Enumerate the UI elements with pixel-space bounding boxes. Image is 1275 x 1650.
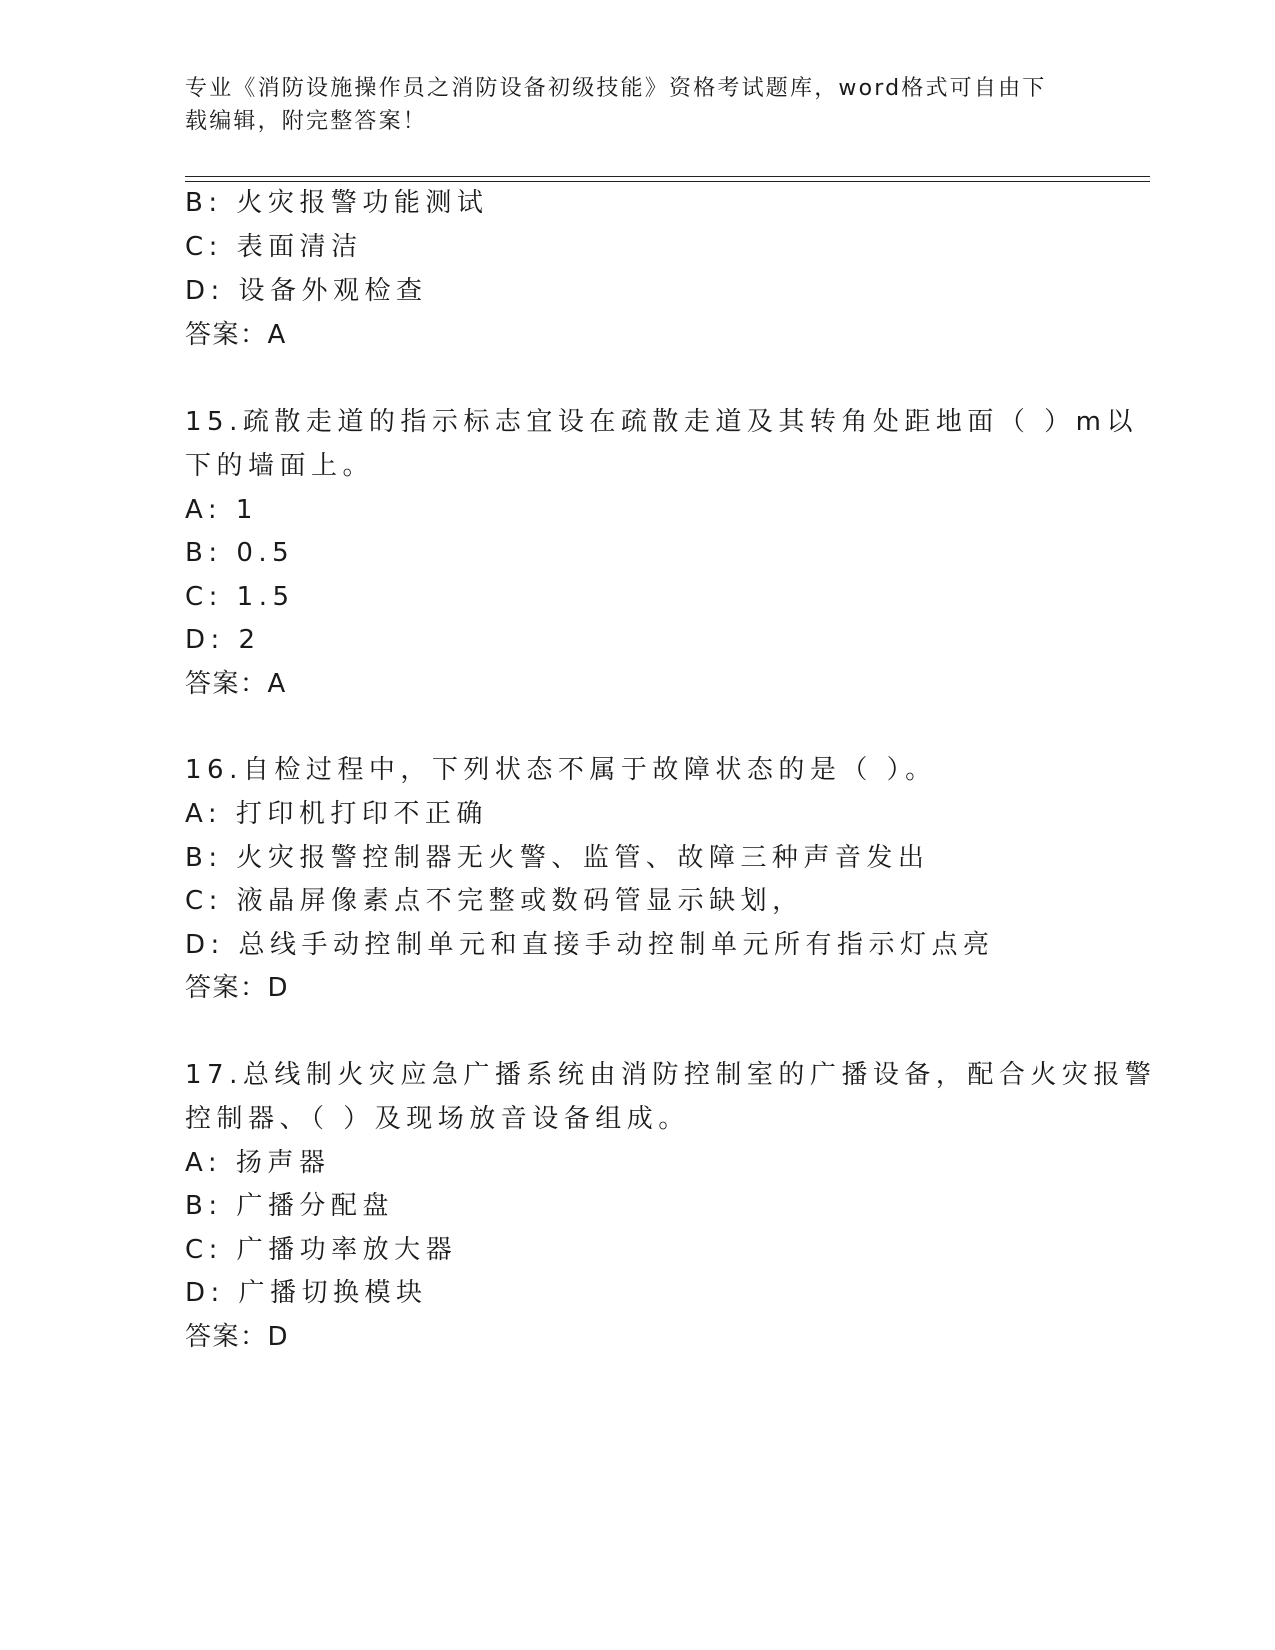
prev-option-d: D: 设备外观检查 [185, 276, 428, 306]
q16-option-d: D: 总线手动控制单元和直接手动控制单元所有指示灯点亮 [185, 930, 995, 960]
q17-option-a: A: 扬声器 [185, 1148, 331, 1178]
prev-option-b: B: 火灾报警功能测试 [185, 188, 489, 218]
q17-stem-line-1: 17.总线制火灾应急广播系统由消防控制室的广播设备，配合火灾报警 [185, 1060, 1157, 1090]
q15-option-c: C: 1.5 [185, 582, 295, 612]
header-divider-top [185, 176, 1150, 177]
prev-answer: 答案：A [185, 320, 287, 350]
q16-option-c: C: 液晶屏像素点不完整或数码管显示缺划， [185, 886, 804, 916]
q15-stem-line-2: 下的墙面上。 [185, 451, 375, 481]
q17-option-b: B: 广播分配盘 [185, 1191, 394, 1221]
q17-option-c: C: 广播功率放大器 [185, 1235, 458, 1265]
q16-option-b: B: 火灾报警控制器无火警、监管、故障三种声音发出 [185, 843, 930, 873]
q16-option-a: A: 打印机打印不正确 [185, 799, 488, 829]
header-line-1: 专业《消防设施操作员之消防设备初级技能》资格考试题库，word格式可自由下 [185, 76, 1047, 101]
header-line-2: 载编辑，附完整答案！ [185, 109, 428, 134]
q15-stem-line-1: 15.疏散走道的指示标志宜设在疏散走道及其转角处距地面（ ）m以 [185, 407, 1138, 437]
q16-answer: 答案：D [185, 973, 290, 1003]
document-header [185, 72, 1065, 138]
q15-answer: 答案：A [185, 669, 287, 699]
prev-option-c: C: 表面清洁 [185, 232, 363, 262]
q17-option-d: D: 广播切换模块 [185, 1278, 428, 1308]
q16-stem-line-1: 16.自检过程中，下列状态不属于故障状态的是（ ）。 [185, 755, 937, 785]
q15-option-a: A: 1 [185, 495, 258, 525]
q17-stem-line-2: 控制器、（ ）及现场放音设备组成。 [185, 1104, 690, 1134]
q17-answer: 答案：D [185, 1322, 290, 1352]
header-divider-bottom [185, 181, 1150, 182]
q15-option-d: D: 2 [185, 625, 261, 655]
q15-option-b: B: 0.5 [185, 538, 295, 568]
